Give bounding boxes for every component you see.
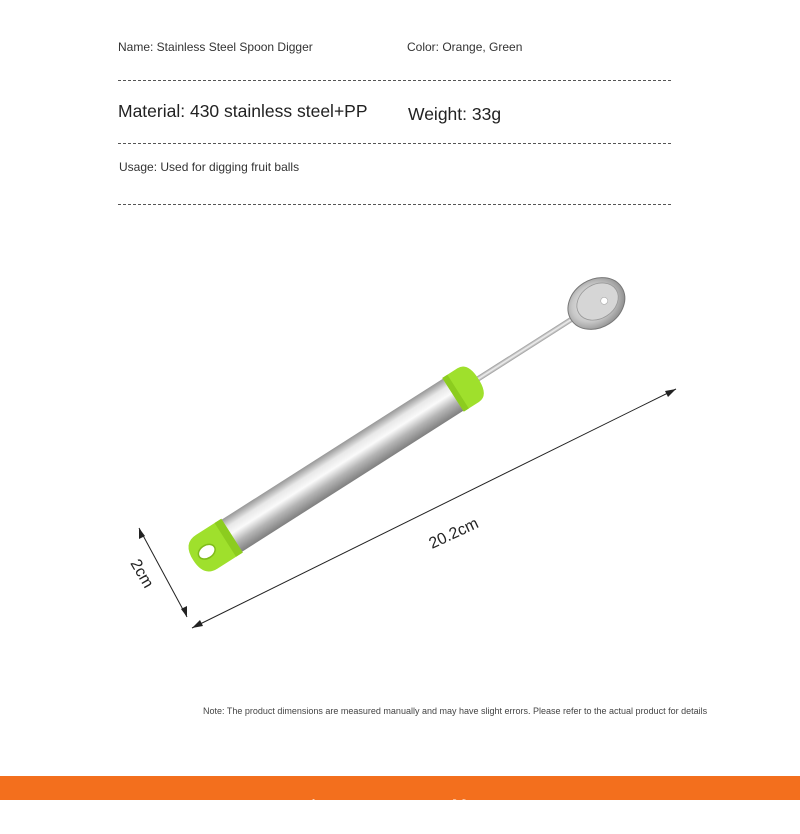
- tool-rod: [473, 316, 575, 384]
- product-usage: Usage: Used for digging fruit balls: [119, 160, 300, 174]
- tool-bowl: [558, 267, 634, 340]
- diameter-label: 2cm: [126, 556, 157, 592]
- product-color: Color: Orange, Green: [407, 40, 523, 54]
- section-banner: [0, 776, 800, 832]
- product-name: Name: Stainless Steel Spoon Digger: [118, 40, 313, 54]
- product-weight: Weight: 33g: [408, 104, 502, 124]
- length-label: 20.2cm: [426, 515, 482, 553]
- measurement-note: Note: The product dimensions are measured manually and may have slight errors. Please refer to the actual product for details: [203, 706, 708, 716]
- product-material: Material: 430 stainless steel+PP: [118, 101, 368, 121]
- banner-title: 产品细节: [300, 799, 492, 832]
- tool-handle: [205, 374, 470, 562]
- melon-baller-tool: [180, 267, 634, 580]
